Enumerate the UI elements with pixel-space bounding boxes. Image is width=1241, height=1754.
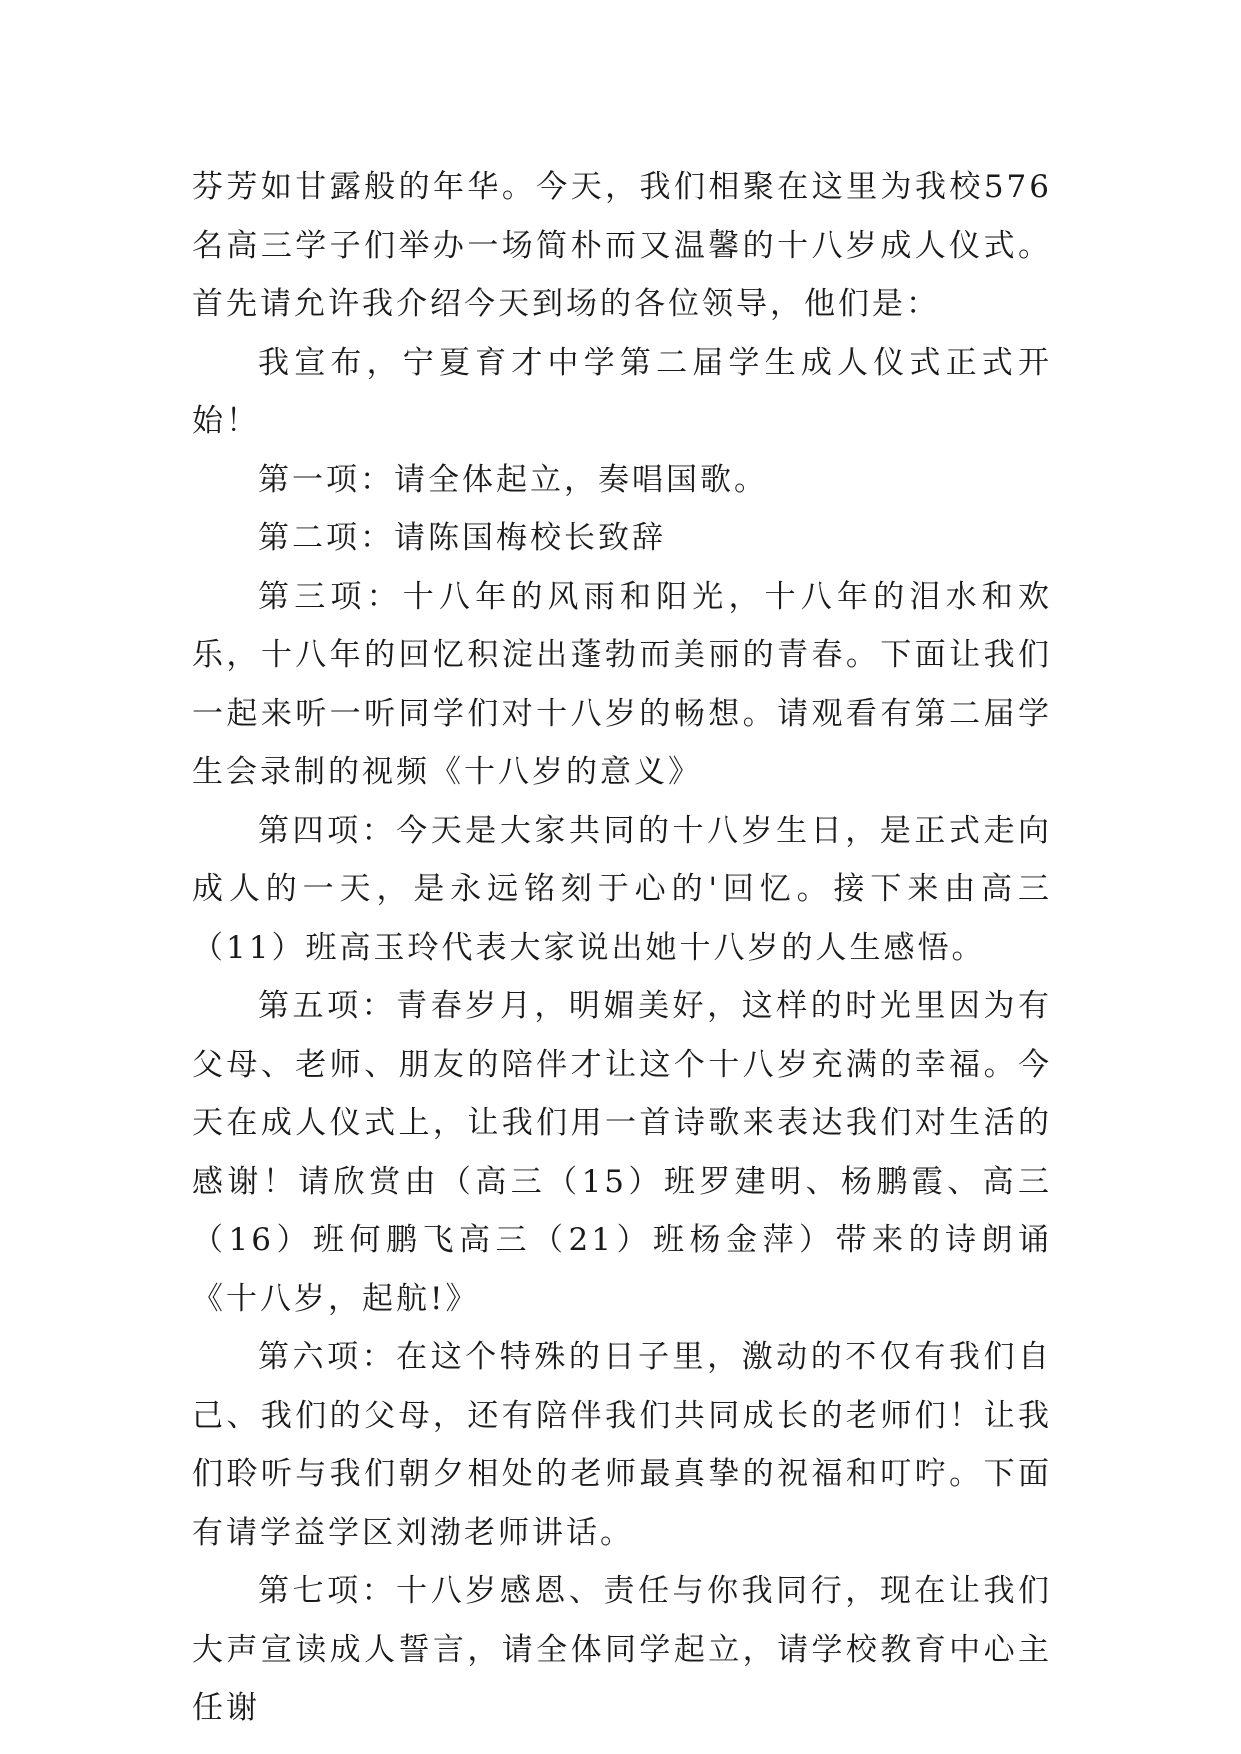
paragraph-item-3: 第三项：十八年的风雨和阳光，十八年的泪水和欢乐，十八年的回忆积淀出蓬勃而美丽的青春。下面让我们一起来听一听同学们对十八岁的畅想。请观看有第二届学生会录制的视频《十八岁的意义》 xyxy=(192,578,1052,790)
paragraph-item-7: 第七项：十八岁感恩、责任与你我同行，现在让我们大声宣读成人誓言，请全体同学起立，请学校教育中心主任谢 xyxy=(192,1573,1052,1726)
paragraph-announcement: 我宣布，宁夏育才中学第二届学生成人仪式正式开始！ xyxy=(192,344,1052,439)
paragraph-item-6: 第六项：在这个特殊的日子里，激动的不仅有我们自己、我们的父母，还有陪伴我们共同成长的老师们！让我们聆听与我们朝夕相处的老师最真挚的祝福和叮咛。下面有请学益学区刘渤老师讲话。 xyxy=(192,1339,1052,1551)
paragraph-item-2: 第二项：请陈国梅校长致辞 xyxy=(258,520,666,556)
paragraph-continued: 芬芳如甘露般的年华。今天，我们相聚在这里为我校576名高三学子们举办一场简朴而又温馨的十八岁成人仪式。首先请允许我介绍今天到场的各位领导，他们是： xyxy=(192,169,1052,322)
document-body xyxy=(192,158,1052,1738)
paragraph-item-5: 第五项：青春岁月，明媚美好，这样的时光里因为有父母、老师、朋友的陪伴才让这个十八岁充满的幸福。今天在成人仪式上，让我们用一首诗歌来表达我们对生活的感谢！请欣赏由（高三（15）班罗建明、杨鹏霞、高三（16）班何鹏飞高三（21）班杨金萍）带来的诗朗诵《十八岁，起航!》 xyxy=(192,988,1052,1317)
paragraph-item-4: 第四项：今天是大家共同的十八岁生日，是正式走向成人的一天，是永远铭刻于心的'回忆。接下来由高三（11）班高玉玲代表大家说出她十八岁的人生感悟。 xyxy=(192,812,1052,966)
paragraph-item-1: 第一项：请全体起立，奏唱国歌。 xyxy=(258,461,768,498)
